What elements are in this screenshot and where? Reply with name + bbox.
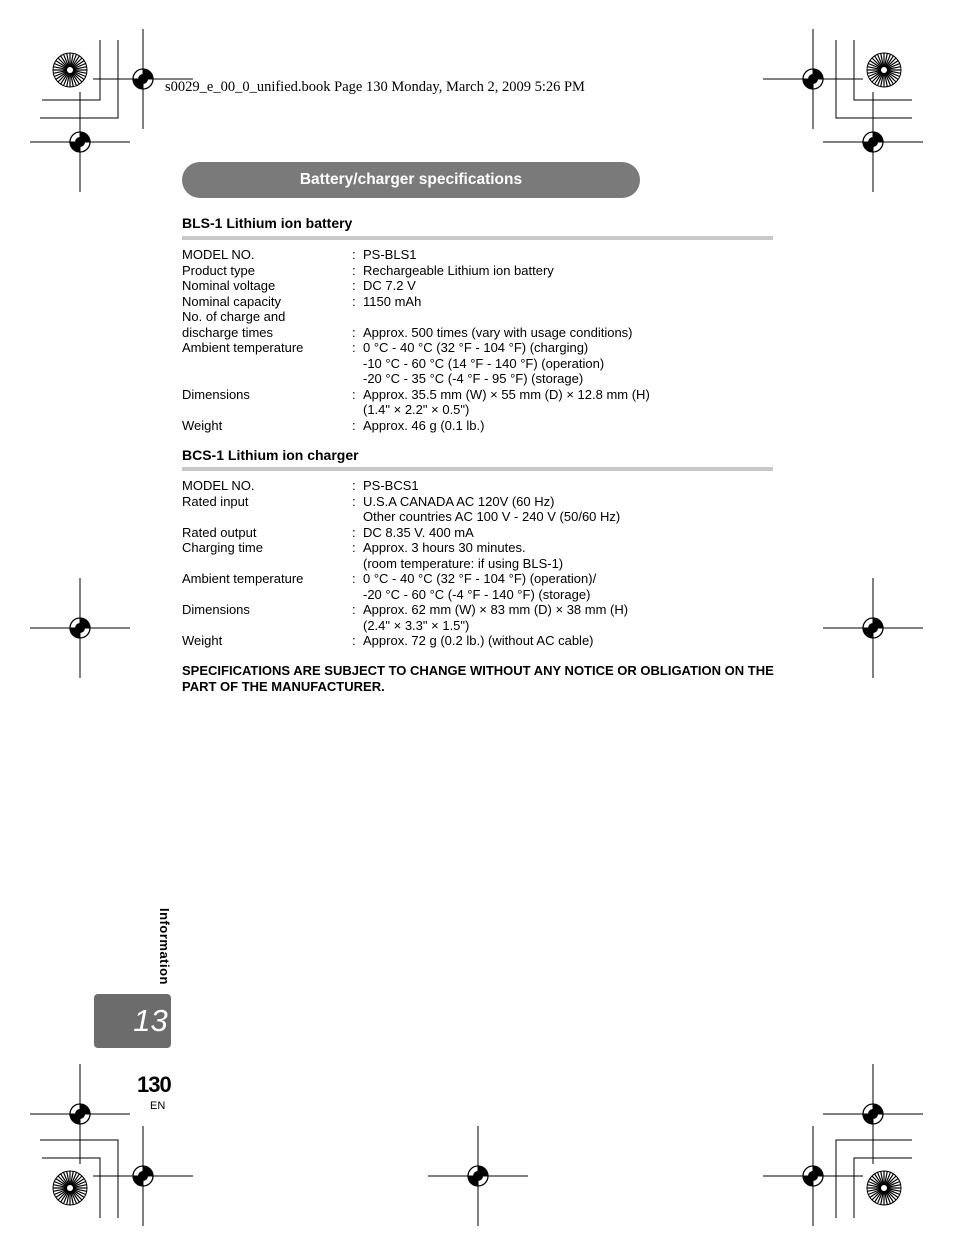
spec-value: (1.4" × 2.2" × 0.5") <box>363 402 470 417</box>
registration-cross-icon <box>823 92 923 192</box>
spec-row <box>182 556 782 572</box>
battery-spec-table <box>182 247 782 433</box>
spec-row <box>182 309 782 325</box>
spec-row <box>182 602 782 618</box>
spec-row <box>182 633 782 649</box>
registration-cross-icon <box>763 1126 863 1226</box>
spec-label: No. of charge and <box>182 309 286 324</box>
spec-value: U.S.A CANADA AC 120V (60 Hz) <box>363 493 555 509</box>
registration-cross-icon <box>30 1064 130 1164</box>
spec-value: Approx. 46 g (0.1 lb.) <box>363 417 485 433</box>
spec-row <box>182 540 782 556</box>
spec-row <box>182 294 782 310</box>
spec-value: Rechargeable Lithium ion battery <box>363 262 554 278</box>
spec-label: Nominal voltage <box>182 278 276 293</box>
spec-row <box>182 618 782 634</box>
battery-heading: BLS-1 Lithium ion battery <box>182 215 353 231</box>
spec-row <box>182 340 782 356</box>
spec-row <box>182 587 782 603</box>
corner-target-icon <box>867 53 901 87</box>
spec-value <box>363 309 782 325</box>
spec-value: Approx. 72 g (0.2 lb.) (without AC cable) <box>363 633 594 648</box>
spec-value: (room temperature: if using BLS-1) <box>363 555 564 571</box>
section-title <box>182 162 640 198</box>
page-language: EN <box>150 1100 166 1112</box>
section-title-text: Battery/charger specifications <box>299 171 523 188</box>
spec-label <box>182 587 352 603</box>
section-side-label: Information <box>157 908 172 985</box>
spec-label: Weight <box>182 633 223 648</box>
spec-colon <box>352 356 363 372</box>
spec-colon: : <box>352 571 356 586</box>
spec-colon: : <box>352 524 356 540</box>
spec-colon: : <box>352 417 356 433</box>
spec-colon: : <box>352 602 356 617</box>
spec-row <box>182 525 782 541</box>
spec-label <box>182 356 352 372</box>
spec-colon: : <box>352 493 356 509</box>
registration-cross-icon <box>30 92 130 192</box>
spec-colon <box>352 587 363 603</box>
spec-value: 0 °C - 40 °C (32 °F - 104 °F) (charging) <box>363 340 589 355</box>
spec-row <box>182 356 782 372</box>
spec-value: -20 °C - 35 °C (-4 °F - 95 °F) (storage) <box>363 371 584 386</box>
spec-colon: : <box>352 386 356 402</box>
spec-colon: : <box>352 262 356 278</box>
spec-row <box>182 278 782 294</box>
spec-value: PS-BCS1 <box>363 478 419 493</box>
spec-label: Rated output <box>182 524 257 540</box>
specification-notice: SPECIFICATIONS ARE SUBJECT TO CHANGE WITHOUT ANY NOTICE OR OBLIGATION ON THE PART OF THE MANUFACTURER. <box>182 663 774 694</box>
spec-value: DC 7.2 V <box>363 278 416 293</box>
spec-value: (2.4" × 3.3" × 1.5") <box>363 617 470 633</box>
spec-label <box>182 618 352 634</box>
spec-value: Approx. 35.5 mm (W) × 55 mm (D) × 12.8 mm (H) <box>363 386 650 402</box>
spec-row <box>182 509 782 525</box>
registration-cross-icon <box>93 1126 193 1226</box>
registration-cross-icon <box>428 1126 528 1226</box>
spec-label: discharge times <box>182 324 274 340</box>
spec-label: Dimensions <box>182 386 250 402</box>
registration-cross-icon <box>823 578 923 678</box>
spec-row <box>182 371 782 387</box>
spec-colon: : <box>352 478 356 493</box>
spec-colon <box>352 618 363 634</box>
corner-target-icon <box>53 53 87 87</box>
spec-colon: : <box>352 340 356 355</box>
spec-label: MODEL NO. <box>182 247 255 262</box>
spec-colon: : <box>352 247 356 262</box>
spec-label <box>182 371 352 387</box>
spec-colon <box>352 402 363 418</box>
spec-row <box>182 263 782 279</box>
spec-value: Approx. 3 hours 30 minutes. <box>363 540 526 555</box>
spec-colon: : <box>352 633 356 648</box>
spec-label: Ambient temperature <box>182 571 304 586</box>
spec-row <box>182 325 782 341</box>
spec-colon <box>352 309 363 325</box>
charger-divider <box>182 467 773 471</box>
spec-row <box>182 247 782 263</box>
charger-spec-table <box>182 478 782 649</box>
spec-label <box>182 402 352 418</box>
spec-row <box>182 571 782 587</box>
spec-row <box>182 478 782 494</box>
spec-colon: : <box>352 540 356 555</box>
spec-value: 0 °C - 40 °C (32 °F - 104 °F) (operation)/ <box>363 571 597 586</box>
spec-row <box>182 387 782 403</box>
spec-value: PS-BLS1 <box>363 247 417 262</box>
battery-divider <box>182 236 773 240</box>
spec-label: Product type <box>182 262 255 278</box>
corner-target-icon <box>53 1171 87 1205</box>
spec-colon <box>352 371 363 387</box>
page-number: 130 <box>137 1072 171 1097</box>
spec-label: Dimensions <box>182 602 250 617</box>
spec-value: 1150 mAh <box>363 293 422 309</box>
registration-cross-icon <box>763 29 863 129</box>
spec-label: Charging time <box>182 540 263 555</box>
chapter-number: 13 <box>133 1003 168 1038</box>
spec-value: Approx. 62 mm (W) × 83 mm (D) × 38 mm (H) <box>363 602 629 617</box>
spec-value: Approx. 500 times (vary with usage conditions) <box>363 324 633 340</box>
spec-row <box>182 418 782 434</box>
print-header: s0029_e_00_0_unified.book Page 130 Monday, March 2, 2009 5:26 PM <box>165 79 585 95</box>
corner-target-icon <box>867 1171 901 1205</box>
spec-label: Weight <box>182 417 223 433</box>
spec-value: -10 °C - 60 °C (14 °F - 140 °F) (operation) <box>363 355 605 371</box>
spec-label: Nominal capacity <box>182 293 281 309</box>
registration-cross-icon <box>30 578 130 678</box>
spec-colon: : <box>352 293 356 309</box>
spec-value: Other countries AC 100 V - 240 V (50/60 Hz) <box>363 509 621 524</box>
registration-cross-icon <box>823 1064 923 1164</box>
spec-value: DC 8.35 V. 400 mA <box>363 524 474 540</box>
chapter-tab <box>94 994 171 1048</box>
spec-label <box>182 556 352 572</box>
spec-label: MODEL NO. <box>182 478 255 493</box>
spec-colon: : <box>352 324 356 340</box>
spec-colon: : <box>352 278 356 293</box>
spec-label <box>182 509 352 525</box>
spec-label: Rated input <box>182 493 249 509</box>
spec-label: Ambient temperature <box>182 340 304 355</box>
spec-colon <box>352 556 363 572</box>
spec-row <box>182 402 782 418</box>
spec-value: -20 °C - 60 °C (-4 °F - 140 °F) (storage) <box>363 586 591 602</box>
spec-row <box>182 494 782 510</box>
charger-heading: BCS-1 Lithium ion charger <box>182 447 359 463</box>
spec-colon <box>352 509 363 525</box>
